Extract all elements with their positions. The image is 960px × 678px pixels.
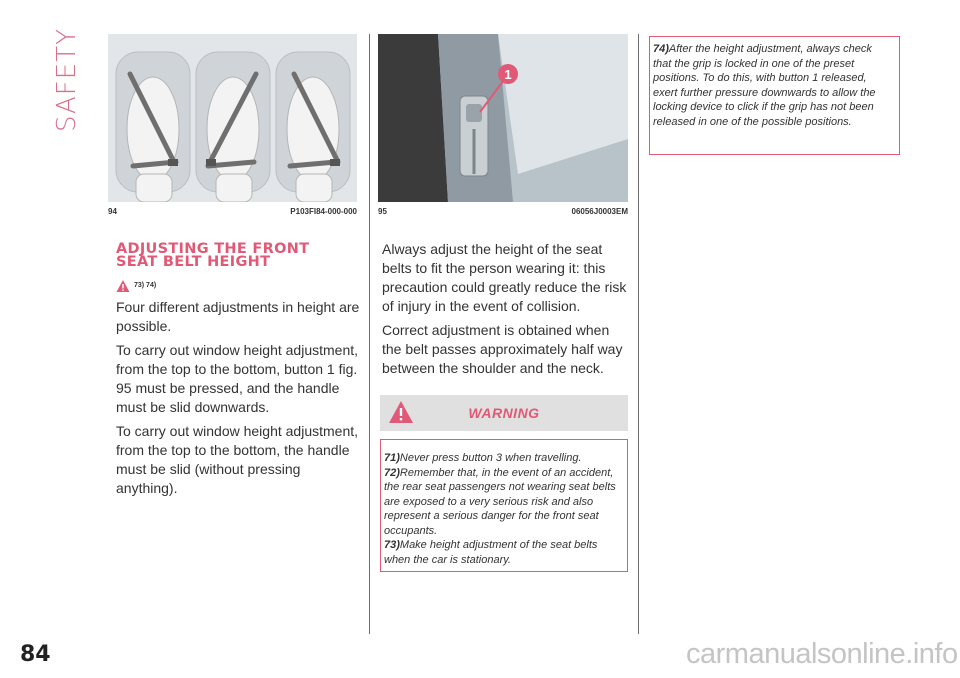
warning-item — [384, 538, 620, 567]
section-heading — [116, 243, 356, 269]
note-text: After the height adjustment, always check that the grip is locked in one of the preset positions. To do this, with button 1 released, exert further pressure downwards to allow the locking device to click if the grip has not been released in one of the possible positions. — [653, 43, 876, 128]
column2-body — [382, 240, 630, 383]
figure-94-code: P103FI84-000-000 — [290, 207, 357, 216]
warning-item — [384, 451, 620, 466]
warning-text: Remember that, in the event of an accident, the rear seat passengers not wearing seat belts are exposed to a very serious risk and also represent a serious danger for the front seat occupants. — [384, 466, 616, 537]
warning-reference-text: 73) 74) — [134, 282, 157, 289]
callout-1-label: 1 — [504, 67, 512, 82]
section-heading-line1: ADJUSTING THE FRONT — [116, 241, 310, 257]
paragraph: Four different adjustments in height are possible. — [116, 299, 360, 334]
warning-number: 73) — [384, 539, 400, 551]
warning-box — [380, 439, 628, 572]
note-item — [653, 42, 891, 129]
section-tab-label: SAFETY — [52, 27, 82, 132]
figure-94-image — [108, 34, 357, 202]
figure-95-image — [378, 34, 628, 202]
column-divider-1 — [369, 34, 370, 634]
figure-95-code: 06056J0003EM — [571, 207, 628, 216]
warning-text: Never press button 3 when travelling. — [399, 452, 582, 464]
belt-adjuster-photo — [378, 34, 628, 202]
warning-number: 72) — [384, 466, 400, 479]
column-divider-2 — [638, 34, 639, 634]
note-number: 74) — [653, 43, 669, 55]
warning-item — [384, 466, 620, 539]
warning-text: Make height adjustment of the seat belts when the car is stationary. — [384, 539, 598, 566]
paragraph: To carry out window height adjustment, from the top to the bottom, the handle must be slid (without pressing anything). — [116, 423, 359, 496]
warning-label: WARNING — [468, 405, 540, 421]
column1-body — [116, 298, 361, 503]
figure-94-number: 94 — [108, 207, 117, 216]
page-number: 84 — [20, 642, 51, 667]
figure-95-number: 95 — [378, 207, 387, 216]
warning-header — [380, 395, 628, 431]
paragraph: Correct adjustment is obtained when the belt passes approximately half way between the shoulder and the neck. — [382, 322, 623, 376]
section-heading-line2: SEAT BELT HEIGHT — [116, 254, 271, 270]
warning-triangle-icon — [116, 279, 130, 293]
warning-number: 71) — [384, 452, 400, 464]
section-tab — [52, 27, 82, 132]
paragraph: Always adjust the height of the seat belts to fit the person wearing it: this precaution could greatly reduce the risk of injury in the event of collision. — [382, 241, 627, 314]
paragraph: To carry out window height adjustment, from the top to the bottom, button 1 fig. 95 must be pressed, and the handle must be slid downwards. — [116, 342, 359, 415]
rear-seats-illustration — [108, 34, 357, 202]
note-box — [649, 36, 900, 155]
watermark: carmanualsonline.info — [686, 638, 958, 670]
